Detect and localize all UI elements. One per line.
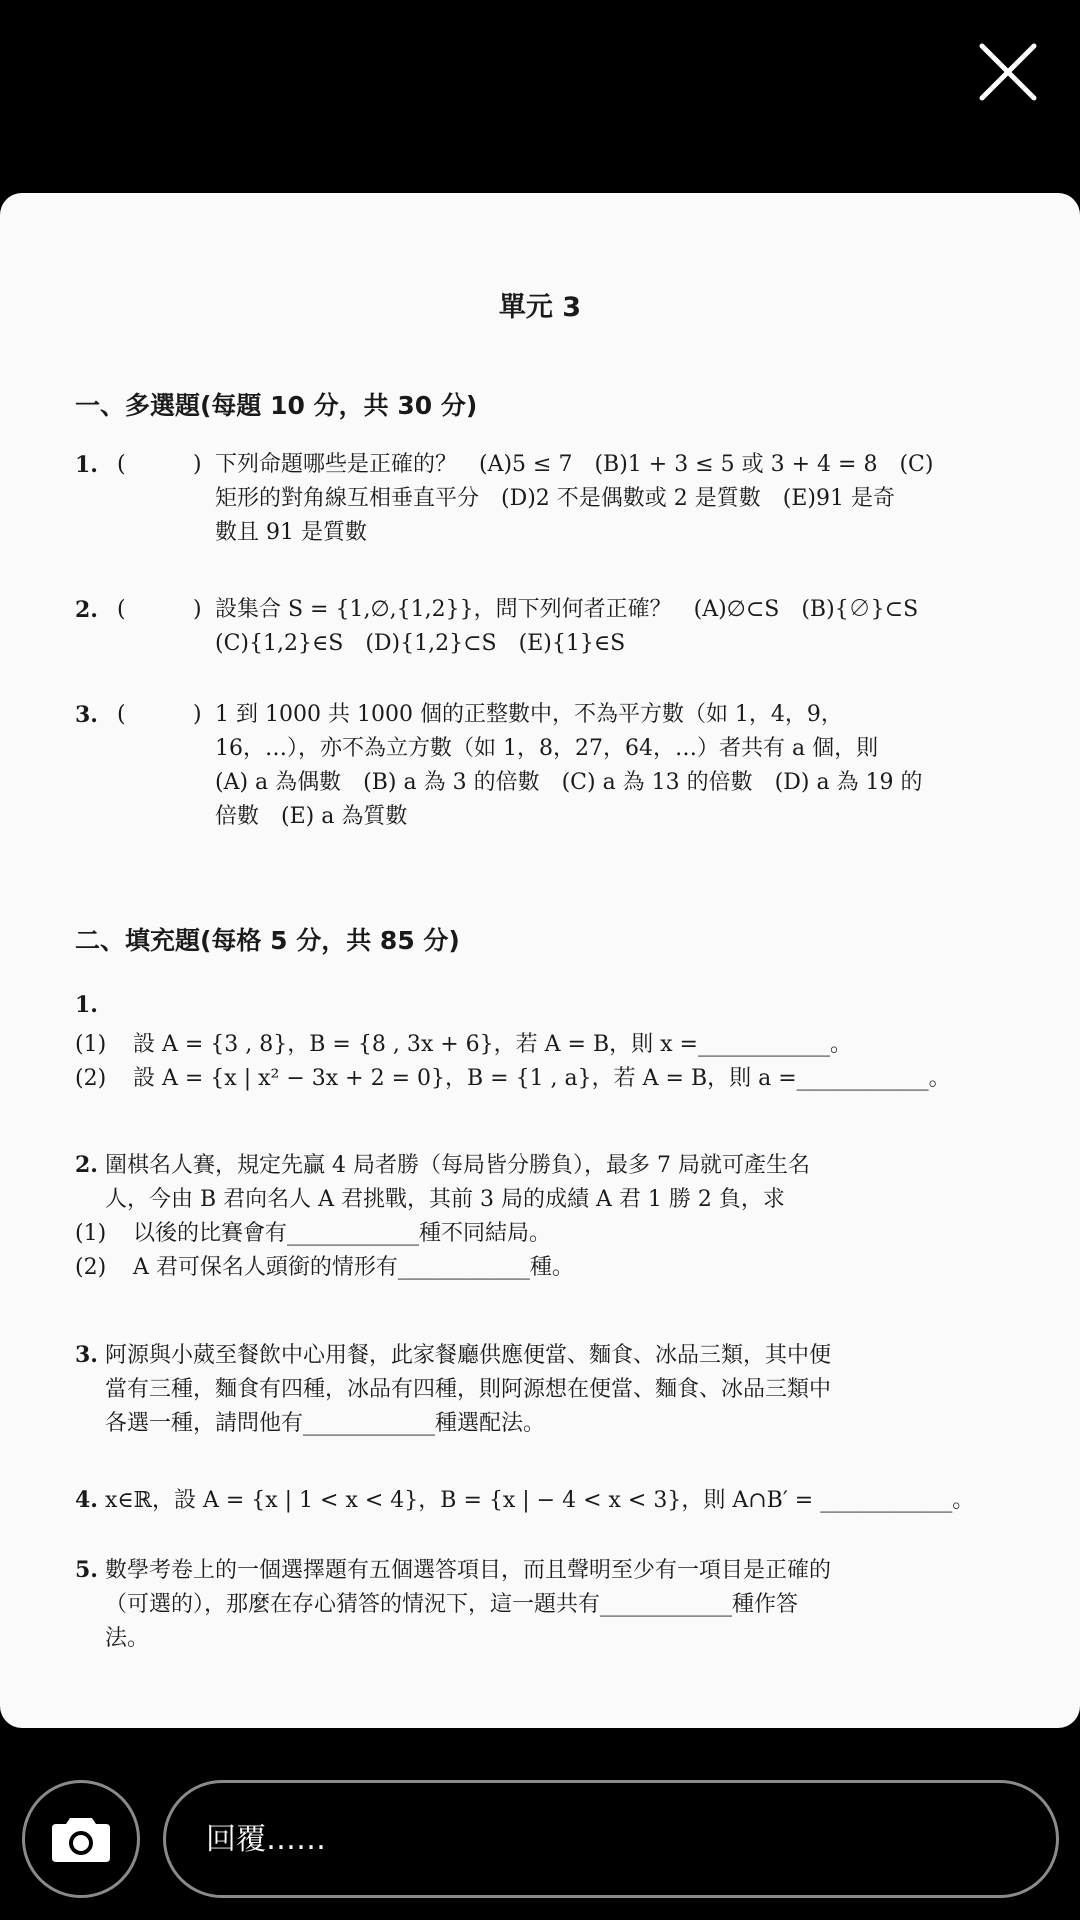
answer-paren-close: ) [193,702,202,727]
question-line: 倍數 (E) a 為質數 [215,804,408,829]
question-number: 4. [75,1487,98,1513]
question-line: 矩形的對角線互相垂直平分 (D)2 不是偶數或 2 是質數 (E)91 是奇 [215,486,895,511]
question-number: 2. [75,1152,98,1178]
question-line: 圍棋名人賽，規定先贏 4 局者勝（每局皆分勝負），最多 7 局就可產生名 [104,1153,810,1178]
question-line: （可選的），那麼在存心猜答的情況下，這一題共有____________種作答 [105,1592,799,1617]
sub-question [75,1028,1055,1062]
sub-question [75,1217,1055,1251]
sub-question [75,1062,1055,1096]
reply-bar [0,1760,1080,1920]
section-multiple-choice-heading: 一、多選題(每題 10 分，共 30 分) [75,391,478,420]
document-image [0,193,1080,1728]
close-button[interactable] [972,36,1044,108]
sub-question-text: 設 A = {x | x² − 3x + 2 = 0}，B = {1 , a}，若 A = B，則 a =____________。 [133,1066,951,1091]
question-line: 阿源與小葳至餐飲中心用餐，此家餐廳供應便當、麵食、冰品三類，其中便 [104,1343,831,1368]
question-line: 16，…），亦不為立方數（如 1，8，27，64，…）者共有 a 個，則 [215,736,879,761]
close-icon [972,36,1044,108]
fill-question-4 [75,1483,1055,1518]
sub-question-tag: (2) [75,1066,107,1091]
question-line: x∈ℝ，設 A = {x | 1 < x < 4}，B = {x | − 4 < x < 3}，則 A∩B′ = ____________。 [104,1488,975,1513]
answer-paren-open: ( [117,452,126,477]
question-number: 1. [75,452,98,478]
reply-input[interactable] [163,1780,1059,1898]
camera-button[interactable] [22,1780,140,1898]
answer-paren-close: ) [193,452,202,477]
sub-question-text: A 君可保名人頭銜的情形有____________種。 [133,1255,574,1280]
question-line: 法。 [105,1626,150,1651]
sub-question-text: 設 A = {3 , 8}，B = {8 , 3x + 6}，若 A = B，則 x =____________。 [133,1032,852,1057]
question-number: 3. [75,702,98,728]
question-line: 數學考卷上的一個選擇題有五個選答項目，而且聲明至少有一項目是正確的 [104,1558,831,1583]
question-number: 5. [75,1557,98,1583]
question-line: 當有三種，麵食有四種，冰品有四種，則阿源想在便當、麵食、冰品三類中 [105,1377,832,1402]
question-line: 1 到 1000 共 1000 個的正整數中，不為平方數（如 1，4，9， [215,702,843,727]
question-line: 數且 91 是質數 [215,520,367,545]
camera-icon [50,1814,112,1864]
answer-paren-open: ( [117,597,126,622]
answer-paren-close: ) [193,597,202,622]
question-line: (A) a 為偶數 (B) a 為 3 的倍數 (C) a 為 13 的倍數 (D) a 為 19 的 [215,770,923,795]
sub-question-tag: (1) [75,1221,107,1246]
question-line: (C){1,2}∈S (D){1,2}⊂S (E){1}∈S [215,631,626,656]
fill-question-1 [75,988,1055,1096]
sub-question [75,1251,1055,1285]
fill-question-3 [75,1338,1055,1441]
question-number: 2. [75,597,98,623]
fill-question-2 [75,1148,1055,1285]
question-line: 人，今由 B 君向名人 A 君挑戰，其前 3 局的成績 A 君 1 勝 2 負，求 [105,1187,785,1212]
sub-question-tag: (2) [75,1255,107,1280]
question-line: 各選一種，請問他有____________種選配法。 [105,1411,546,1436]
section-fill-in-heading: 二、填充題(每格 5 分，共 85 分) [75,926,460,955]
document-title: 單元 3 [498,292,582,323]
fill-question-5 [75,1553,1055,1656]
question-number: 1. [75,992,98,1018]
sub-question-tag: (1) [75,1032,107,1057]
question-number: 3. [75,1342,98,1368]
question-line: 設集合 S = {1,∅,{1,2}}，問下列何者正確？ (A)∅⊂S (B){∅}⊂S [215,597,919,622]
answer-paren-open: ( [117,702,126,727]
sub-question-text: 以後的比賽會有____________種不同結局。 [133,1221,552,1246]
question-line: 下列命題哪些是正確的？ (A)5 ≤ 7 (B)1 + 3 ≤ 5 或 3 + 4 = 8 (C) [215,452,934,477]
